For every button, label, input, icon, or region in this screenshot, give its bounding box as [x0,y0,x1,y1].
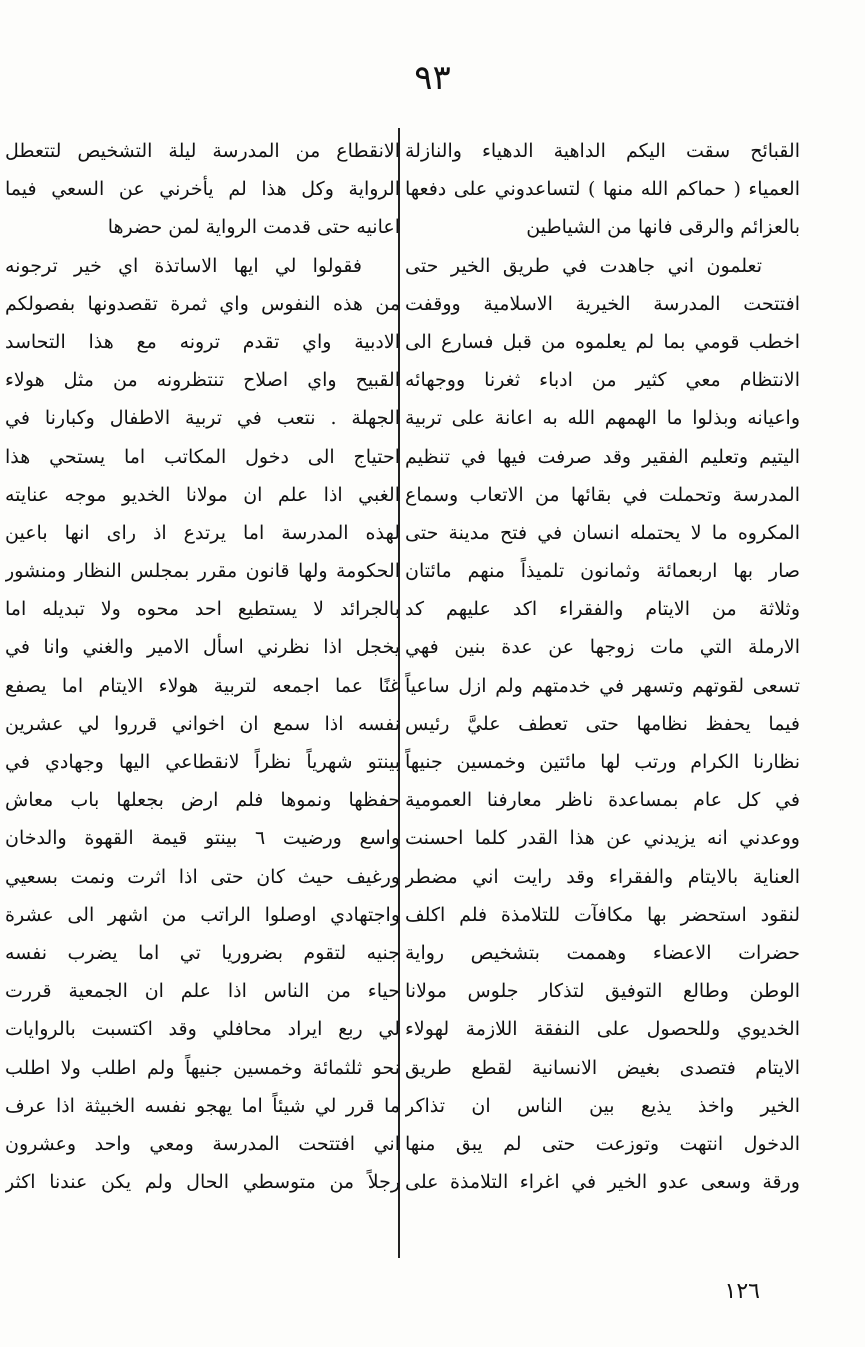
text-line: الغبي اذا علم ان مولانا الخديو موجه عنايته [5,483,400,506]
text-line: بالجرائد لا يستطيع احد محوه ولا تبديله اما [5,598,400,621]
text-line: الدخول انتهت وتوزعت حتى لم يبق منها [405,1132,800,1155]
text-line: اني افتتحت المدرسة ومعي واحد وعشرون [5,1132,400,1155]
text-line: فقولوا لي ايها الاساتذة اي خير ترجونه [5,254,362,277]
text-line: الانتظام معي كثير من ادباء ثغرنا ووجهائه [405,369,800,392]
text-line: يخجل اذا نظرني اسأل الامير والغني وانا في [5,636,400,659]
text-line: بينتو شهرياً نظراً لانقطاعي اليها وجهادي في [5,751,400,773]
text-line: الادبية واي تقدم ترونه مع هذا التحاسد [5,330,400,353]
text-line: الجهلة . نتعب في تربية الاطفال وكبارنا في [5,407,400,430]
folio-number: ١٢٦ [724,1279,760,1304]
text-line: المدرسة وتحملت في بقائها من الاتعاب وسماع [405,483,800,506]
text-line: اليتيم وتعليم الفقير وقد صرفت فيها في تنظيم [405,445,800,468]
text-line: الوطن وطالع التوفيق لتذكار جلوس مولانا [405,980,800,1003]
text-line: الخير واخذ يذيع بين الناس ان تذاكر [405,1094,800,1117]
text-line: رجلاً من متوسطي الحال ولم يكن عندنا اكثر [5,1171,400,1194]
text-line: من هذه النفوس واي ثمرة تقصدونها بفصولكم [5,292,400,315]
text-line: وثلاثة من الايتام والفقراء اكد عليهم كد [405,598,800,621]
right-column [405,132,800,1201]
text-line: تعلمون اني جاهدت في طريق الخير حتى [405,254,762,277]
text-line: اعانيه حتى قدمت الرواية لمن حضرها [107,216,400,239]
text-line: ورقة وسعى عدو الخير في اغراء التلامذة على [405,1171,800,1194]
text-line: بالعزائم والرقى فانها من الشياطين [526,216,800,239]
text-line: واعيانه وبذلوا ما الهمهم الله به اعانة على تربية [405,407,800,430]
text-line: الايتام فتصدى بغيض الانسانية لقطع طريق [405,1056,800,1079]
text-line: فيما يحفظ نظامها حتى تعطف عليَّ رئيس [405,712,800,735]
text-line: العناية بالايتام والفقراء وقد رايت اني مضطر [405,865,800,888]
left-column [5,132,400,1201]
text-line: الرواية وكل هذا لم يأخرني عن السعي فيما [5,178,400,201]
page-number: ٩٣ [414,58,451,98]
text-line: الارملة التي مات زوجها عن عدة بنين فهي [405,636,800,659]
text-line: لي ربع ايراد محافلي وقد اكتسبت بالروايات [5,1018,400,1041]
text-line: غنًا عما اجمعه لتربية هولاء الايتام اما يصفع [5,674,400,697]
text-line: المكروه ما لا يحتمله انسان في فتح مدينة حتى [405,521,800,544]
text-line: نظارنا الكرام ورتب لها مائتين وخمسين جنيهاً [405,751,800,773]
text-line: صار بها اربعمائة وثمانون تلميذاً منهم مائتان [405,560,800,583]
text-line: افتتحت المدرسة الخيرية الاسلامية ووقفت [405,292,800,315]
text-line: لهذه المدرسة اما يرتدع اذ راى انها باعين [5,521,400,544]
text-line: في كل عام بمساعدة ناظر معارفنا العمومية [405,789,800,812]
text-line: ما قرر لي شيئاً اما يهجو نفسه الخبيثة اذا عرف [5,1094,400,1117]
text-line: نحو ثلثمائة وخمسين جنيهاً ولم اطلب ولا اطلب [5,1056,400,1079]
text-line: ورغيف حيث كان حتى اذا اثرت ونمت بسعيي [5,865,400,888]
text-line: اخطب قومي بما لم يعلموه من قبل فسارع الى [405,330,800,353]
text-line: نفسه اذا سمع ان اخواني قرروا لي عشرين [5,712,400,735]
text-line: لنقود استحضر بها مكافآت للتلامذة فلم اكلف [405,903,800,926]
text-line: الخديوي وللحصول على النفقة اللازمة لهولاء [405,1018,800,1041]
text-line: واسع ورضيت ٦ بينتو قيمة القهوة والدخان [5,827,400,850]
text-line: العمياء ( حماكم الله منها ) لتساعدوني على دفعها [405,178,800,201]
text-line: ووعدني انه يزيدني عن هذا القدر كلما احسنت [405,827,800,850]
text-line: جنيه لتقوم بضروريا تي اما يضرب نفسه [5,941,400,964]
text-line: حفظها ونموها فلم ارض بجعلها باب معاش [5,789,400,812]
text-line: تسعى لقوتهم وتسهر في خدمتهم ولم ازل ساعياً [405,674,800,697]
text-line: حضرات الاعضاء وهممت بتشخيص رواية [405,941,800,964]
text-line: احتياج الى دخول المكاتب اما يستحي هذا [5,445,400,468]
text-line: حياء من الناس اذا علم ان الجمعية قررت [5,980,400,1003]
text-line: الحكومة ولها قانون مقرر بمجلس النظار ومنشور [5,560,400,583]
text-line: الانقطاع من المدرسة ليلة التشخيص لتتعطل [5,140,400,162]
text-line: القبيح واي اصلاح تنتظرونه من مثل هولاء [5,369,400,392]
text-line: واجتهادي اوصلوا الراتب من اشهر الى عشرة [5,903,400,926]
text-line: القبائح سقت اليكم الداهية الدهياء والنازلة [405,140,800,162]
